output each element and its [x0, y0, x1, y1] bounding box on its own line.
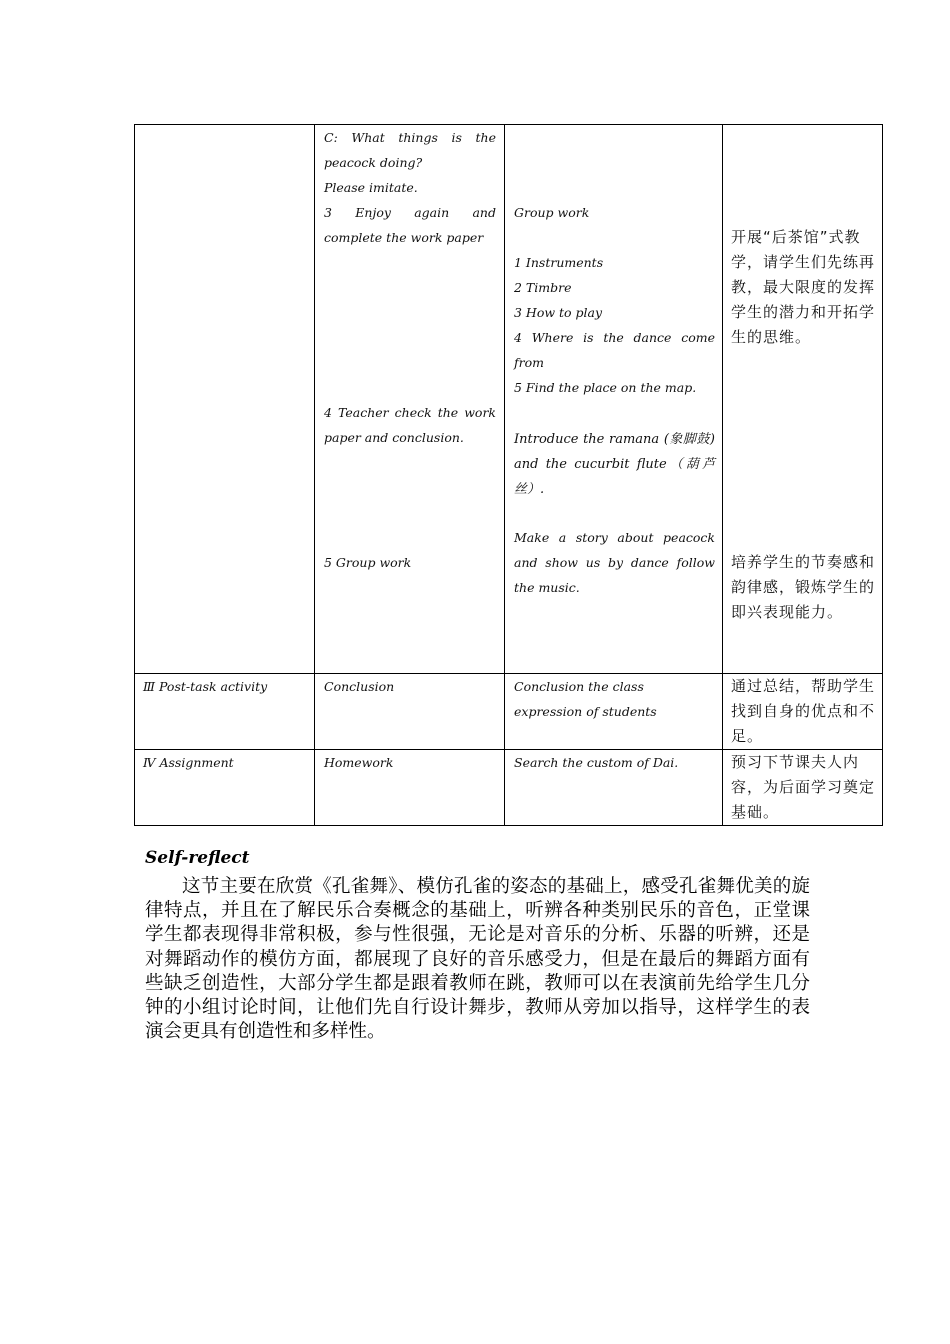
c-question-text: C: What things is the peacock doing?: [324, 130, 496, 170]
lesson-plan-table: [134, 124, 883, 826]
table-row: [135, 125, 883, 674]
activity-label: Conclusion: [324, 679, 395, 694]
note-cell: [723, 750, 883, 826]
detail-text: Search the custom of Dai.: [514, 755, 679, 770]
self-reflect-heading: Self-reflect: [145, 848, 250, 868]
activity-label: Homework: [324, 755, 394, 770]
step4-text: 4 Teacher check the work paper and conclusion.: [324, 405, 496, 445]
list-item: 1 Instruments: [514, 255, 604, 270]
list-item: 3 How to play: [514, 305, 603, 320]
note-cell: [723, 125, 883, 674]
detail-text: Conclusion the class expression of students: [514, 679, 657, 719]
story-text: Make a story about peacock and show us by dance follow the music.: [514, 530, 715, 595]
table-row: [135, 674, 883, 750]
activity-cell: [505, 750, 723, 826]
procedure-cell: [315, 125, 505, 674]
c-imitate-text: Please imitate.: [324, 180, 418, 195]
procedure-cell: [315, 674, 505, 750]
stage-cell-empty: [135, 125, 315, 674]
stage-label: Ⅲ Post-task activity: [143, 679, 268, 694]
self-reflect-paragraph: 这节主要在欣赏《孔雀舞》、模仿孔雀的姿态的基础上，感受孔雀舞优美的旋律特点，并且在了解民乐合奏概念的基础上，听辨各种类别民乐的音色，正堂课学生都表现得非常积极，参与性很强，无论是对音乐的分析、乐器的听辨，还是对舞蹈动作的模仿方面，都展现了良好的音乐感受力，但是在最后的舞蹈方面有些缺乏创造性，大部分学生都是跟着教师在跳，教师可以在表演前先给学生几分钟的小组讨论时间，让他们先自行设计舞步，教师从旁加以指导，这样学生的表演会更具有创造性和多样性。: [145, 876, 810, 1043]
list-item: 2 Timbre: [514, 280, 572, 295]
list-item: 5 Find the place on the map.: [514, 380, 697, 395]
note-cell: [723, 674, 883, 750]
stage-cell: [135, 750, 315, 826]
procedure-cell: [315, 750, 505, 826]
step3-text: 3 Enjoy again and complete the work paper: [324, 205, 496, 245]
activity-cell: [505, 674, 723, 750]
note-text: 预习下节课夫人内容，为后面学习奠定基础。: [731, 753, 876, 821]
note1-text: 开展“后茶馆”式教学，请学生们先练再教，最大限度的发挥学生的潜力和开拓学生的思维。: [731, 228, 876, 346]
table-row: [135, 750, 883, 826]
activity-cell: [505, 125, 723, 674]
stage-label: Ⅳ Assignment: [143, 755, 234, 770]
list-item: 4 Where is the dance come from: [514, 330, 715, 370]
stage-cell: [135, 674, 315, 750]
note-text: 通过总结，帮助学生找到自身的优点和不足。: [731, 677, 876, 745]
step5-text: 5 Group work: [324, 555, 412, 570]
introduce-text: Introduce the ramana (象脚鼓) and the cucurbit flute（葫芦丝）.: [514, 432, 715, 497]
note2-text: 培养学生的节奏感和韵律感，锻炼学生的即兴表现能力。: [731, 553, 876, 621]
group-work-text: Group work: [514, 205, 590, 220]
